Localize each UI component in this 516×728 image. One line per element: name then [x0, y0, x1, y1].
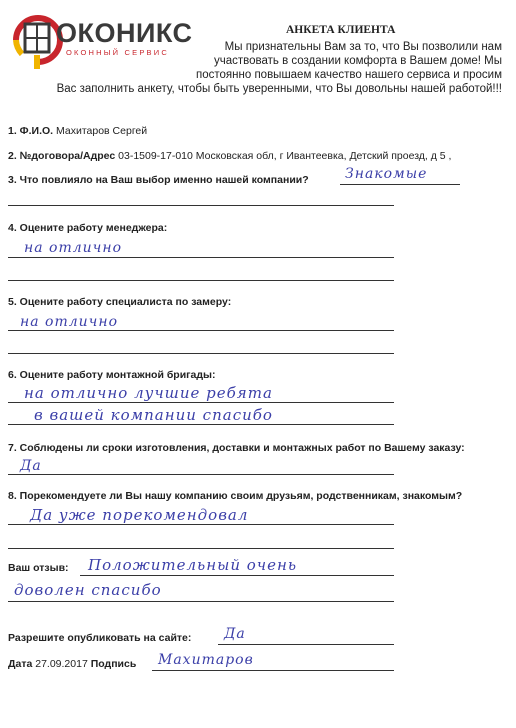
answer-line [8, 330, 394, 331]
date-label: Дата [8, 658, 33, 670]
intro-line: участвовать в создании комфорта в Вашем доме! Мы [213, 55, 502, 67]
question-4-label: 4. Оцените работу менеджера: [8, 222, 168, 234]
answer-line [8, 257, 394, 258]
question-1-label: 1. Ф.И.О. [8, 125, 54, 137]
question-3-answer: Знакомые [345, 166, 428, 182]
date-signature-row [8, 658, 136, 670]
question-1 [8, 125, 147, 137]
answer-line [152, 670, 394, 671]
question-8-label: 8. Порекомендуете ли Вы нашу компанию своим друзьям, родственникам, знакомым? [8, 490, 463, 502]
answer-line [340, 184, 460, 185]
question-2-label: 2. №договора/Адрес [8, 150, 116, 162]
brand-name: ОКОНИКС [56, 18, 193, 48]
intro-line: Мы признательны Вам за то, что Вы позволили нам [224, 41, 502, 53]
review-answer-line-1: Положительный очень [88, 556, 298, 574]
answer-line [80, 575, 394, 576]
question-7-label: 7. Соблюдены ли сроки изготовления, доставки и монтажных работ по Вашему заказу: [8, 442, 465, 454]
signature: Махитаров [158, 652, 254, 668]
answer-line [8, 524, 394, 525]
question-6-answer-line-1: на отлично лучшие ребята [24, 384, 273, 402]
question-2 [8, 150, 451, 162]
answer-line [8, 474, 394, 475]
question-8-answer: Да уже порекомендовал [30, 506, 249, 524]
answer-line [8, 205, 394, 206]
form-title: АНКЕТА КЛИЕНТА [286, 24, 396, 36]
answer-line [8, 353, 394, 354]
question-6-answer-line-2: в вашей компании спасибо [34, 406, 273, 424]
review-answer-line-2: доволен спасибо [14, 581, 162, 599]
publish-label: Разрешите опубликовать на сайте: [8, 632, 192, 644]
answer-line [8, 548, 394, 549]
question-4-answer: на отлично [24, 240, 123, 256]
signature-label: Подпись [90, 658, 137, 670]
question-6-label: 6. Оцените работу монтажной бригады: [8, 369, 216, 381]
intro-line: Вас заполнить анкету, чтобы быть уверенными, что Вы довольны нашей работой!!! [56, 83, 502, 95]
question-2-value: 03-1509-17-010 Московская обл, г Ивантеевка, Детский проезд, д 5 , [118, 150, 452, 162]
review-label: Ваш отзыв: [8, 562, 69, 574]
answer-line [8, 402, 394, 403]
answer-line [8, 280, 394, 281]
answer-line [8, 424, 394, 425]
publish-answer: Да [224, 626, 246, 642]
answer-line [8, 601, 394, 602]
answer-line [218, 644, 394, 645]
intro-line: постоянно повышаем качество нашего сервиса и просим [196, 69, 502, 81]
question-3-label: 3. Что повлияло на Ваш выбор именно нашей компании? [8, 174, 309, 186]
intro-text [20, 40, 502, 96]
question-7-answer: Да [20, 458, 42, 474]
date-value: 27.09.2017 [35, 658, 88, 670]
question-1-value: Махитаров Сергей [56, 125, 148, 137]
brand-tagline: ОКОННЫЙ СЕРВИС [66, 48, 169, 57]
question-5-label: 5. Оцените работу специалиста по замеру: [8, 296, 232, 308]
question-5-answer: на отлично [20, 314, 119, 330]
